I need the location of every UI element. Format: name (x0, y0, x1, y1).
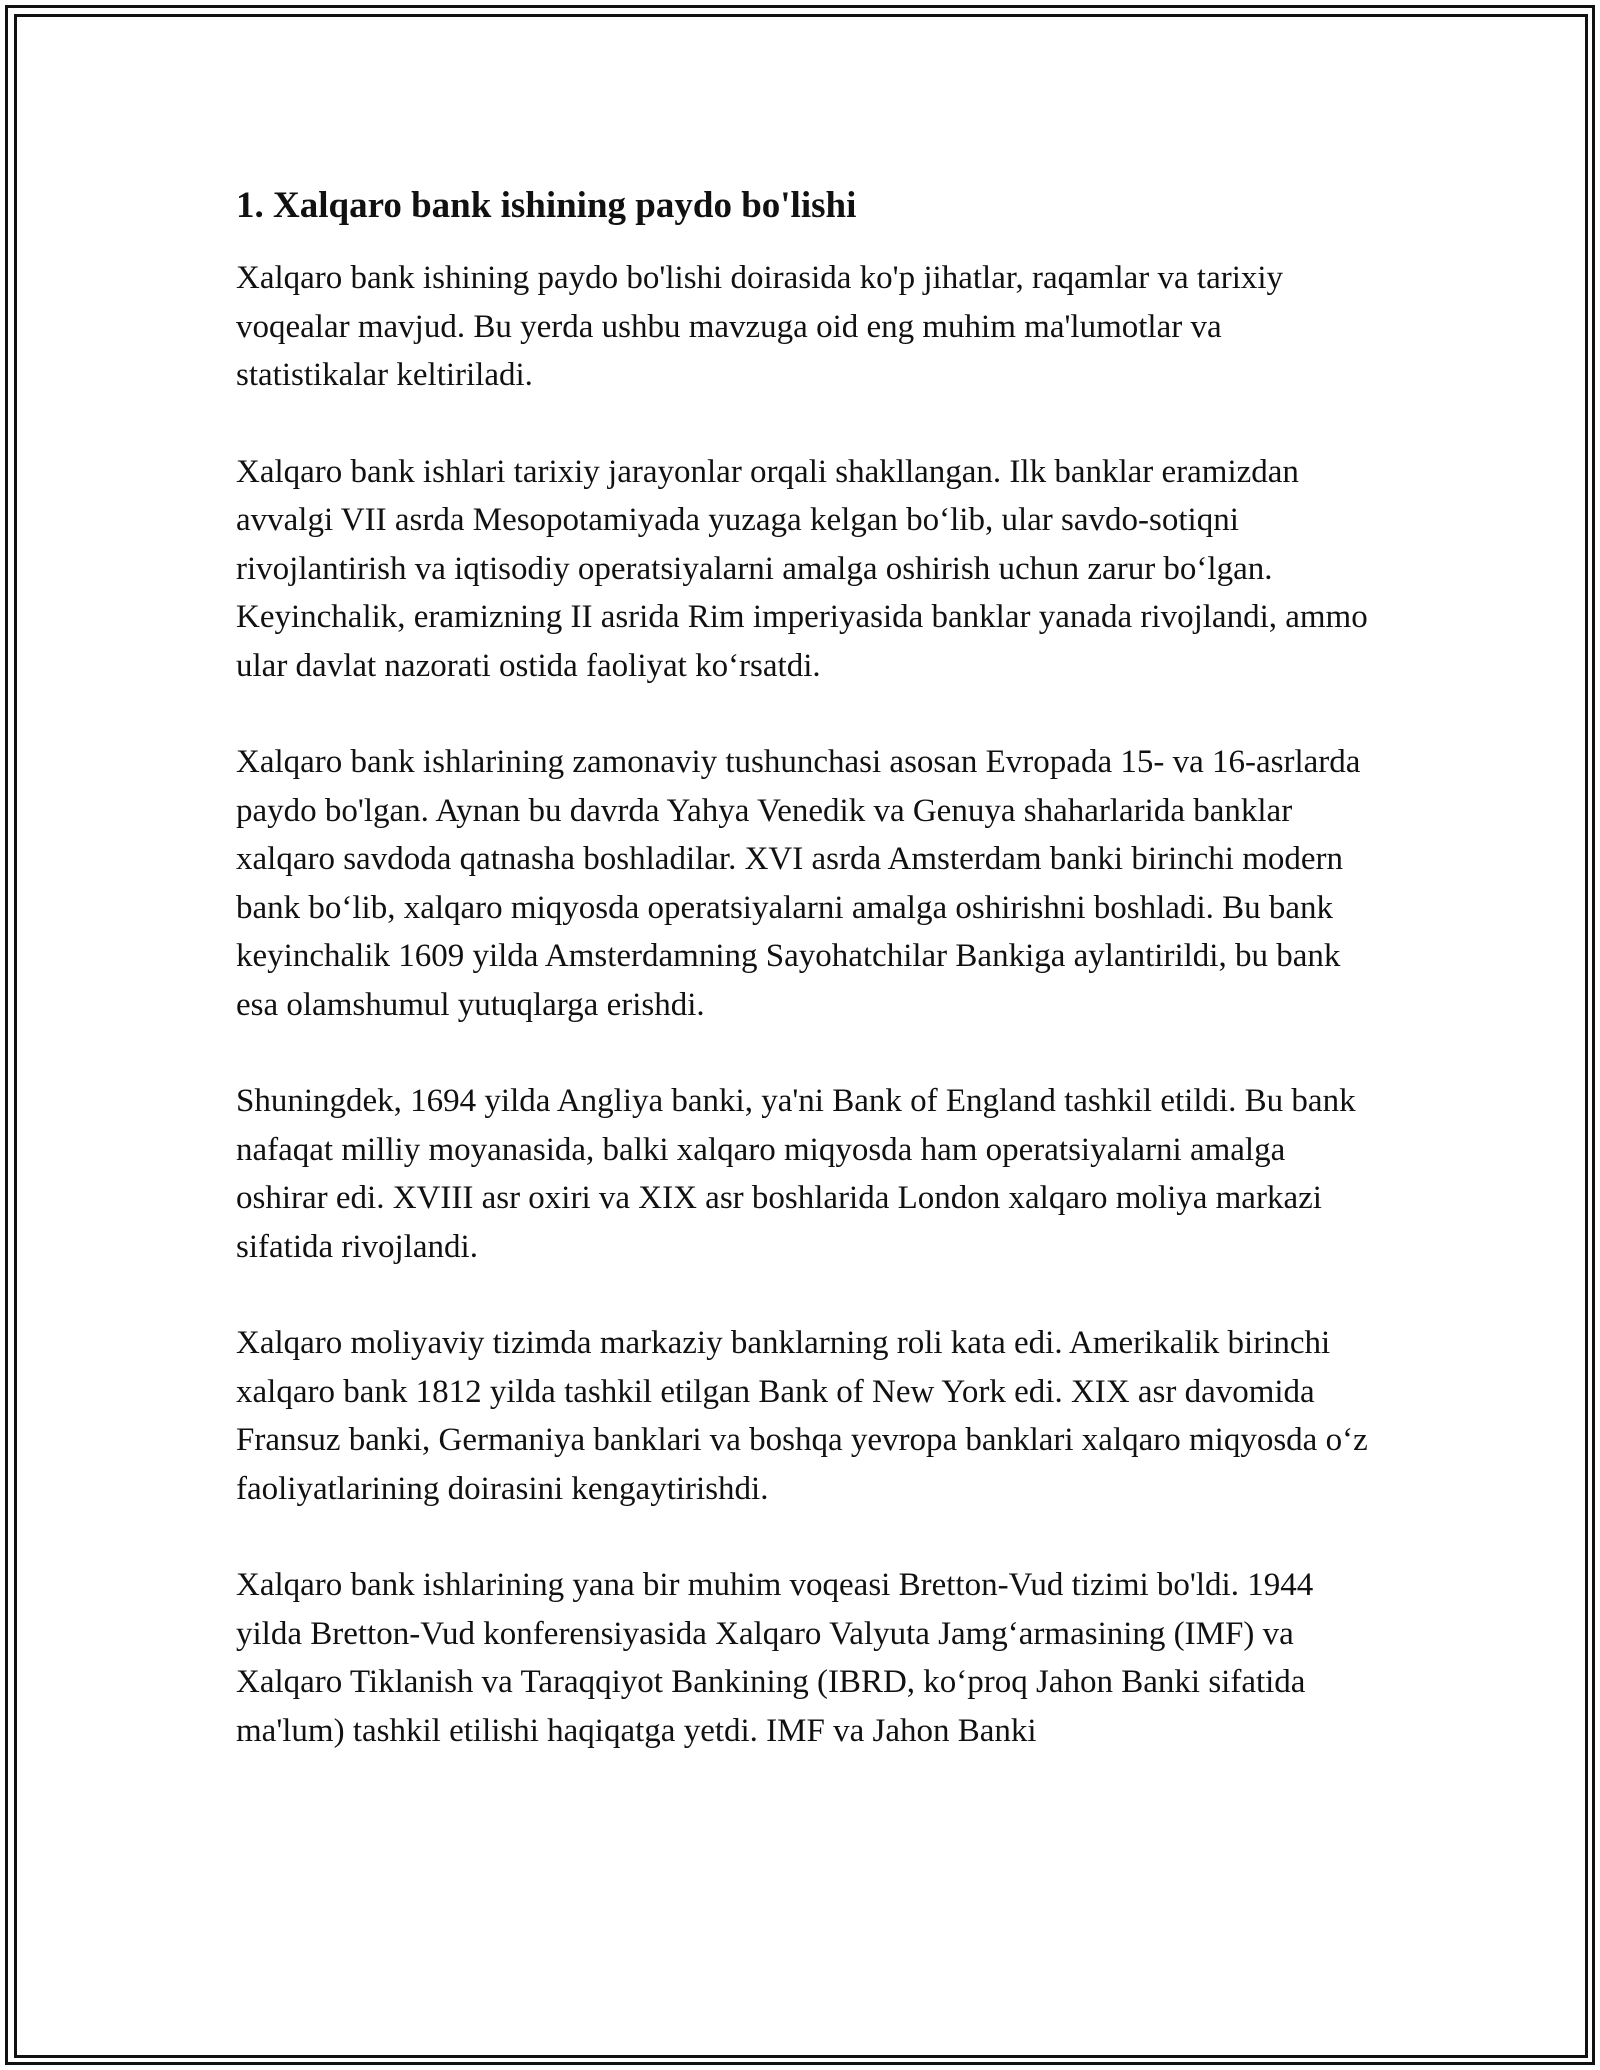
paragraph-early-banks: Xalqaro bank ishlari tarixiy jarayonlar orqali shakllangan. Ilk banklar eramizdan avvalgi VII asrda Mesopotamiyada yuzaga kelgan bo‘lib, ular savdo-sotiqni rivojlantirish va iqtisodiy operatsiyalarni amalga oshirish uchun zarur bo‘lgan. Keyinchalik, eramizning II asrida Rim imperiyasida banklar yanada rivojlandi, ammo ular davlat nazorati ostida faoliyat ko‘rsatdi. (236, 453, 1368, 684)
paragraph-central-banks: Xalqaro moliyaviy tizimda markaziy banklarning roli kata edi. Amerikalik birinchi xalqaro bank 1812 yilda tashkil etilgan Bank of New York edi. XIX asr davomida Fransuz banki, Germaniya banklari va boshqa yevropa banklari xalqaro miqyosda o‘z faoliyatlarining doirasini kengaytirishdi. (236, 1325, 1368, 1507)
paragraph-intro: Xalqaro bank ishining paydo bo'lishi doirasida ko'p jihatlar, raqamlar va tarixiy voqealar mavjud. Bu yerda ushbu mavzuga oid eng muhim ma'lumotlar va statistikalar keltiriladi. (236, 260, 1284, 394)
document-body (236, 182, 1376, 1803)
paragraph-modern-concept: Xalqaro bank ishlarining zamonaviy tushunchasi asosan Evropada 15- va 16-asrlarda paydo bo'lgan. Aynan bu davrda Yahya Venedik va Genuya shaharlarida banklar xalqaro savdoda qatnasha boshladilar. XVI asrda Amsterdam banki birinchi modern bank bo‘lib, xalqaro miqyosda operatsiyalarni amalga oshirishni boshladi. Bu bank keyinchalik 1609 yilda Amsterdamning Sayohatchilar Bankiga aylantirildi, bu bank esa olamshumul yutuqlarga erishdi. (236, 744, 1361, 1023)
paragraph-bretton-woods: Xalqaro bank ishlarining yana bir muhim voqeasi Bretton-Vud tizimi bo'ldi. 1944 yilda Bretton-Vud konferensiyasida Xalqaro Valyuta Jamg‘armasining (IMF) va Xalqaro Tiklanish va Taraqqiyot Bankining (IBRD, ko‘proq Jahon Banki sifatida ma'lum) tashkil etilishi haqiqatga yetdi. IMF va Jahon Banki (236, 1567, 1314, 1749)
section-heading: 1. Xalqaro bank ishining paydo bo'lishi (236, 185, 857, 226)
paragraph-bank-of-england: Shuningdek, 1694 yilda Angliya banki, ya'ni Bank of England tashkil etildi. Bu bank nafaqat milliy moyanasida, balki xalqaro miqyosda ham operatsiyalarni amalga oshirar edi. XVIII asr oxiri va XIX asr boshlarida London xalqaro moliya markazi sifatida rivojlandi. (236, 1083, 1356, 1265)
